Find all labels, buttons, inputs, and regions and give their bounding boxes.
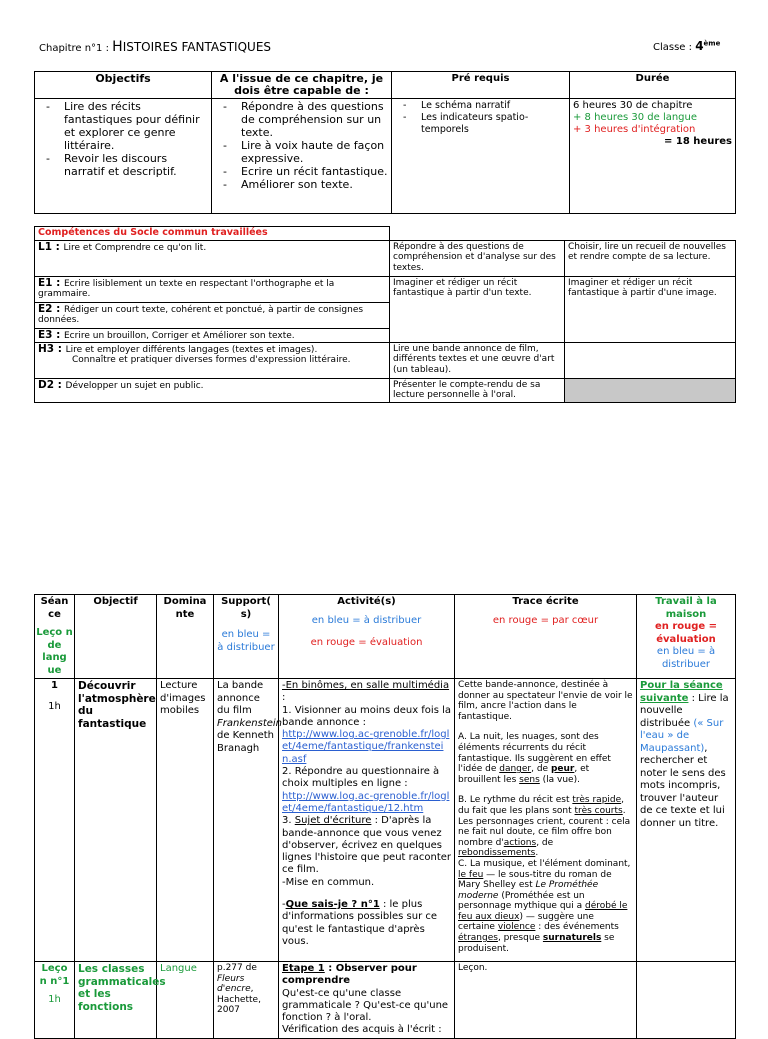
chapter-title-initial: H: [112, 39, 123, 55]
objectif-item: - Revoir les discours narratif et descriptif.: [38, 152, 208, 178]
session-1-activites: -En binômes, en salle multimédia : 1. Visionner au moins deux fois la bande annonce : http://www.log.ac-grenoble.fr/loglet/4eme/fantastique/frankenstein.asf 2. Répondre au questionnaire à choix multiples en ligne : http://www.log.ac-grenoble.fr/loglet/4eme/fantastique/12.htm 3. Sujet d'écriture : D'après la bande-annonce que vous venez d'observer, écrivez en quelques lignes l'histoire que peut raconter ce film. -Mise en commun. -Que sais-je ? n°1 : le plus d'informations possibles sur ce qu'est le fantastique d'après vous.: [279, 679, 455, 962]
duree-cell: [570, 99, 736, 214]
capable-item: - Améliorer son texte.: [215, 178, 388, 191]
session-1-number: 1 1h: [35, 679, 75, 962]
header-travail: Travail à la maison en rouge = évaluation en bleu = à distribuer: [637, 595, 736, 679]
header-trace: Trace écrite en rouge = par cœur: [455, 595, 637, 679]
frankenstein-link[interactable]: http://www.log.ac-grenoble.fr/loglet/4eme/fantastique/frankenstein.asf: [282, 729, 450, 765]
chapter-prefix: Chapitre n°1 :: [39, 43, 113, 54]
prerequis-cell: [392, 99, 570, 214]
header-seance: Séan ce Leço n de lang ue: [35, 595, 75, 679]
sessions-table: [34, 594, 736, 1039]
duree-line2: + 8 heures 30 de langue: [573, 112, 698, 123]
header-prerequis: Pré requis: [392, 72, 570, 99]
competence-d2: D2 : Développer un sujet en public.: [35, 378, 390, 402]
class-label-text: Classe :: [653, 42, 696, 53]
chapter-title: ISTOIRES FANTASTIQUES: [122, 40, 272, 54]
competence-h3-task: Lire une bande annonce de film, différents textes et une œuvre d'art (un tableau).: [390, 342, 565, 378]
class-sup: ème: [703, 39, 721, 48]
capable-item: - Lire à voix haute de façon expressive.: [215, 139, 388, 165]
competence-d2-task: Présenter le compte-rendu de sa lecture personnelle à l'oral.: [390, 378, 565, 402]
capable-item: - Répondre à des questions de compréhension sur un texte.: [215, 100, 388, 139]
lecon-1-supports: p.277 de Fleurs d'encre, Hachette, 2007: [214, 962, 279, 1039]
header-activites: Activité(s) en bleu = à distribuer en rouge = évaluation: [279, 595, 455, 679]
lecon-1-number: Leço n n°1 1h: [35, 962, 75, 1039]
header-duree: Durée: [570, 72, 736, 99]
competences-title: Compétences du Socle commun travaillées: [35, 227, 390, 241]
header-objectif: Objectif: [75, 595, 157, 679]
session-1-trace: Cette bande-annonce, destinée à donner au spectateur l'envie de voir le film, ancre l'action dans le fantastique. A. La nuit, les nuages, sont des éléments récurrents du récit fantastique. Ils suggèrent en effet l'idée de danger, de peur, et brouillent les sens (la vue). B. Le rythme du récit est très rapide, du fait que les plans sont très courts. Les personnages crient, courent : cela ne fait nul doute, ce film offre bon nombre d'actions, de rebondissements. C. La musique, et l'élément dominant, le feu — le sous-titre du roman de Mary Shelley est Le Prométhée moderne (Prométhée est un personnage mythique qui a dérobé le feu aux dieux) — suggère une certaine violence : des événements étranges, presque surnaturels se produisent.: [455, 679, 637, 962]
session-1-objectif: Découvrir l'atmosphère du fantastique: [75, 679, 157, 962]
capable-cell: [212, 99, 392, 214]
prerequis-item: - Les indicateurs spatio-temporels: [395, 112, 566, 136]
competence-l1: L1 : Lire et Comprendre ce qu'on lit.: [35, 240, 390, 276]
prerequis-item: - Le schéma narratif: [395, 100, 566, 112]
competence-d2-empty: [565, 378, 736, 402]
competence-e1-e3: E1 : Ecrire lisiblement un texte en respectant l'orthographe et la grammaire. E2 : Rédiger un court texte, cohérent et ponctué, à partir de consignes données. E3 : Ecrire un brouillon, Corriger et Améliorer son texte.: [35, 276, 390, 342]
class-value: 4: [695, 39, 704, 53]
objectifs-cell: [35, 99, 212, 214]
header-capable: A l'issue de ce chapitre, je dois être capable de :: [212, 72, 392, 99]
session-1-travail: Pour la séance suivante : Lire la nouvelle distribuée (« Sur l'eau » de Maupassant), rechercher et noter le sens des mots incompris, trouver l'auteur de ce texte et lui donner un titre.: [637, 679, 736, 962]
chapter-heading: [39, 39, 271, 55]
session-1-supports: La bande annonce du film Frankenstein de Kenneth Branagh: [214, 679, 279, 962]
header-objectifs: Objectifs: [35, 72, 212, 99]
duree-total: = 18 heures: [664, 136, 732, 147]
header-dominante: Domina nte: [157, 595, 214, 679]
questionnaire-link[interactable]: http://www.log.ac-grenoble.fr/loglet/4eme/fantastique/12.htm: [282, 790, 450, 814]
competence-h3: H3 : Lire et employer différents langages (textes et images). Connaître et pratiquer diverses formes d'expression littéraire.: [35, 342, 390, 378]
duree-line1: 6 heures 30 de chapitre: [573, 100, 693, 111]
lecon-1-objectif: Les classes grammaticales et les fonctions: [75, 962, 157, 1039]
objectif-item: - Lire des récits fantastiques pour définir et explorer ce genre littéraire.: [38, 100, 208, 152]
lecon-1-trace: Leçon.: [455, 962, 637, 1039]
competences-table: [34, 226, 736, 403]
duree-line3: + 3 heures d'intégration: [573, 124, 696, 135]
competence-e1-task: Imaginer et rédiger un récit fantastique à partir d'un texte.: [390, 276, 565, 342]
lecon-1-travail: [637, 962, 736, 1039]
header-supports: Support( s) en bleu = à distribuer: [214, 595, 279, 679]
objectives-table: [34, 71, 736, 214]
competence-l1-task: Répondre à des questions de compréhension et d'analyse sur des textes.: [390, 240, 565, 276]
class-label: [653, 39, 720, 53]
competence-l1-task2: Choisir, lire un recueil de nouvelles et rendre compte de sa lecture.: [565, 240, 736, 276]
capable-item: - Ecrire un récit fantastique.: [215, 165, 388, 178]
lecon-1-activites: Etape 1 : Observer pour comprendre Qu'est-ce qu'une classe grammaticale ? Qu'est-ce qu'une fonction ? à l'oral. Vérification des acquis à l'écrit :: [279, 962, 455, 1039]
competence-e1-task2: Imaginer et rédiger un récit fantastique à partir d'une image.: [565, 276, 736, 342]
session-1-dominante: Lecture d'images mobiles: [157, 679, 214, 962]
lecon-1-dominante: Langue: [157, 962, 214, 1039]
